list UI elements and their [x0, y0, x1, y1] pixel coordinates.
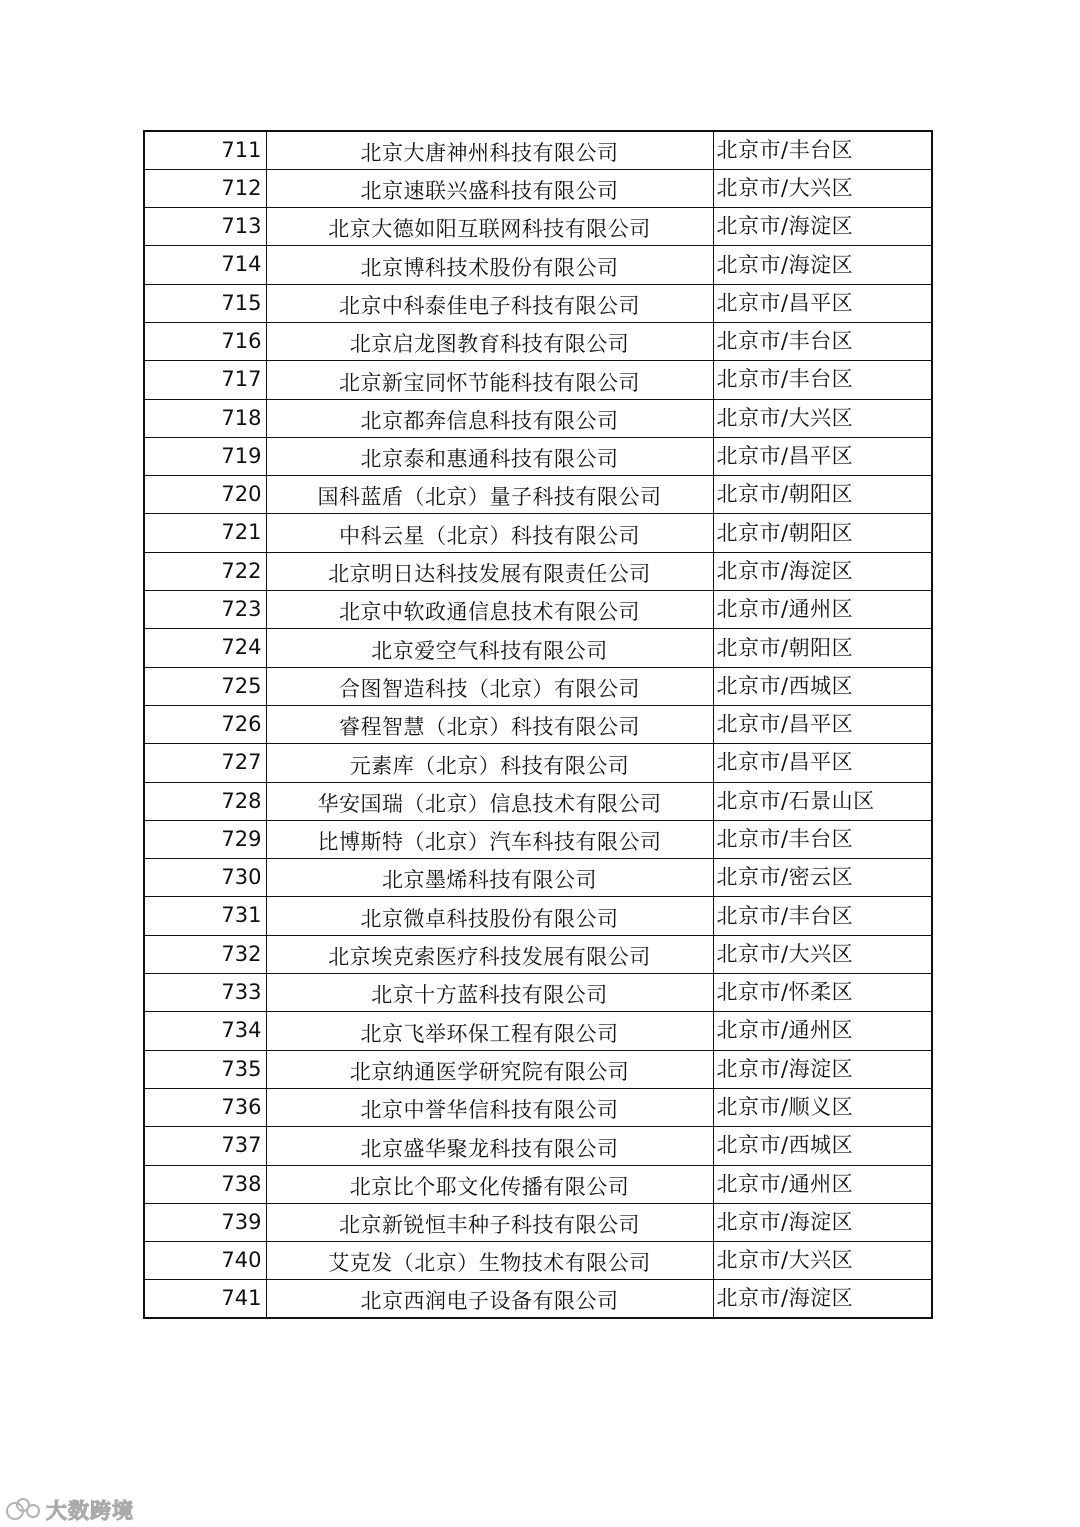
row-number: 738 — [144, 1165, 266, 1203]
company-name: 睿程智慧（北京）科技有限公司 — [266, 705, 713, 743]
company-name: 北京博科技术股份有限公司 — [266, 246, 713, 284]
row-number: 731 — [144, 897, 266, 935]
company-name: 北京都奔信息科技有限公司 — [266, 399, 713, 437]
company-region: 北京市/大兴区 — [713, 399, 932, 437]
weibo-logo-icon — [6, 1498, 40, 1522]
table-row — [144, 169, 932, 207]
company-name: 北京泰和惠通科技有限公司 — [266, 437, 713, 475]
table-row — [144, 820, 932, 858]
company-name: 北京中软政通信息技术有限公司 — [266, 591, 713, 629]
company-region: 北京市/西城区 — [713, 667, 932, 705]
row-number: 734 — [144, 1012, 266, 1050]
company-region: 北京市/朝阳区 — [713, 629, 932, 667]
company-name: 元素库（北京）科技有限公司 — [266, 744, 713, 782]
company-name: 北京盛华聚龙科技有限公司 — [266, 1127, 713, 1165]
company-region: 北京市/海淀区 — [713, 1280, 932, 1318]
company-region: 北京市/丰台区 — [713, 322, 932, 360]
company-name: 北京墨烯科技有限公司 — [266, 859, 713, 897]
company-name: 北京速联兴盛科技有限公司 — [266, 169, 713, 207]
company-name: 北京微卓科技股份有限公司 — [266, 897, 713, 935]
table-row — [144, 399, 932, 437]
table-row — [144, 591, 932, 629]
company-name: 北京中誉华信科技有限公司 — [266, 1088, 713, 1126]
row-number: 728 — [144, 782, 266, 820]
table-body — [144, 131, 932, 1318]
row-number: 719 — [144, 437, 266, 475]
table-row — [144, 246, 932, 284]
company-region: 北京市/通州区 — [713, 1165, 932, 1203]
company-region: 北京市/丰台区 — [713, 361, 932, 399]
company-region: 北京市/通州区 — [713, 591, 932, 629]
row-number: 730 — [144, 859, 266, 897]
company-region: 北京市/密云区 — [713, 859, 932, 897]
company-region: 北京市/丰台区 — [713, 820, 932, 858]
row-number: 739 — [144, 1203, 266, 1241]
company-name: 国科蓝盾（北京）量子科技有限公司 — [266, 476, 713, 514]
table-row — [144, 1165, 932, 1203]
table-row — [144, 437, 932, 475]
row-number: 729 — [144, 820, 266, 858]
table-row — [144, 1127, 932, 1165]
table-row — [144, 667, 932, 705]
watermark-text: 大数跨境 — [46, 1499, 134, 1523]
company-region: 北京市/通州区 — [713, 1012, 932, 1050]
company-region: 北京市/西城区 — [713, 1127, 932, 1165]
company-name: 北京飞举环保工程有限公司 — [266, 1012, 713, 1050]
row-number: 714 — [144, 246, 266, 284]
company-region: 北京市/大兴区 — [713, 1242, 932, 1280]
company-region: 北京市/海淀区 — [713, 208, 932, 246]
row-number: 722 — [144, 552, 266, 590]
row-number: 724 — [144, 629, 266, 667]
company-name: 华安国瑞（北京）信息技术有限公司 — [266, 782, 713, 820]
row-number: 740 — [144, 1242, 266, 1280]
company-name: 北京新宝同怀节能科技有限公司 — [266, 361, 713, 399]
row-number: 721 — [144, 514, 266, 552]
row-number: 723 — [144, 591, 266, 629]
company-name: 北京大唐神州科技有限公司 — [266, 131, 713, 169]
company-region: 北京市/昌平区 — [713, 705, 932, 743]
row-number: 725 — [144, 667, 266, 705]
row-number: 718 — [144, 399, 266, 437]
company-name: 北京中科泰佳电子科技有限公司 — [266, 284, 713, 322]
row-number: 715 — [144, 284, 266, 322]
company-region: 北京市/朝阳区 — [713, 476, 932, 514]
company-region: 北京市/昌平区 — [713, 284, 932, 322]
table-row — [144, 1088, 932, 1126]
company-name: 北京启龙图教育科技有限公司 — [266, 322, 713, 360]
table-row — [144, 1012, 932, 1050]
company-name: 中科云星（北京）科技有限公司 — [266, 514, 713, 552]
row-number: 741 — [144, 1280, 266, 1318]
table-row — [144, 552, 932, 590]
company-name: 北京爱空气科技有限公司 — [266, 629, 713, 667]
company-region: 北京市/丰台区 — [713, 131, 932, 169]
table-row — [144, 935, 932, 973]
company-name: 北京埃克索医疗科技发展有限公司 — [266, 935, 713, 973]
row-number: 737 — [144, 1127, 266, 1165]
table-row — [144, 476, 932, 514]
row-number: 711 — [144, 131, 266, 169]
company-region: 北京市/海淀区 — [713, 1203, 932, 1241]
company-name: 艾克发（北京）生物技术有限公司 — [266, 1242, 713, 1280]
company-name: 北京大德如阳互联网科技有限公司 — [266, 208, 713, 246]
company-region: 北京市/石景山区 — [713, 782, 932, 820]
table-row — [144, 859, 932, 897]
watermark — [6, 1494, 134, 1526]
table-row — [144, 744, 932, 782]
table-row — [144, 1242, 932, 1280]
row-number: 717 — [144, 361, 266, 399]
table-row — [144, 514, 932, 552]
table-row — [144, 897, 932, 935]
table-row — [144, 782, 932, 820]
company-list-table — [143, 130, 933, 1319]
company-name: 北京明日达科技发展有限责任公司 — [266, 552, 713, 590]
company-name: 比博斯特（北京）汽车科技有限公司 — [266, 820, 713, 858]
company-region: 北京市/海淀区 — [713, 552, 932, 590]
company-region: 北京市/海淀区 — [713, 1050, 932, 1088]
company-name: 北京比个耶文化传播有限公司 — [266, 1165, 713, 1203]
table-row — [144, 322, 932, 360]
row-number: 727 — [144, 744, 266, 782]
table-row — [144, 1280, 932, 1318]
row-number: 733 — [144, 974, 266, 1012]
table-row — [144, 208, 932, 246]
company-name: 合图智造科技（北京）有限公司 — [266, 667, 713, 705]
row-number: 712 — [144, 169, 266, 207]
company-region: 北京市/海淀区 — [713, 246, 932, 284]
company-region: 北京市/昌平区 — [713, 744, 932, 782]
row-number: 716 — [144, 322, 266, 360]
table-row — [144, 361, 932, 399]
company-name: 北京西润电子设备有限公司 — [266, 1280, 713, 1318]
table-row — [144, 629, 932, 667]
table-row — [144, 284, 932, 322]
row-number: 732 — [144, 935, 266, 973]
table-row — [144, 1203, 932, 1241]
row-number: 726 — [144, 705, 266, 743]
company-region: 北京市/朝阳区 — [713, 514, 932, 552]
row-number: 735 — [144, 1050, 266, 1088]
company-region: 北京市/丰台区 — [713, 897, 932, 935]
row-number: 736 — [144, 1088, 266, 1126]
table-row — [144, 974, 932, 1012]
company-region: 北京市/昌平区 — [713, 437, 932, 475]
company-name: 北京十方蓝科技有限公司 — [266, 974, 713, 1012]
company-region: 北京市/大兴区 — [713, 935, 932, 973]
company-name: 北京新锐恒丰种子科技有限公司 — [266, 1203, 713, 1241]
table-row — [144, 131, 932, 169]
row-number: 720 — [144, 476, 266, 514]
company-region: 北京市/大兴区 — [713, 169, 932, 207]
table-row — [144, 705, 932, 743]
row-number: 713 — [144, 208, 266, 246]
table-row — [144, 1050, 932, 1088]
company-region: 北京市/怀柔区 — [713, 974, 932, 1012]
company-region: 北京市/顺义区 — [713, 1088, 932, 1126]
company-name: 北京纳通医学研究院有限公司 — [266, 1050, 713, 1088]
